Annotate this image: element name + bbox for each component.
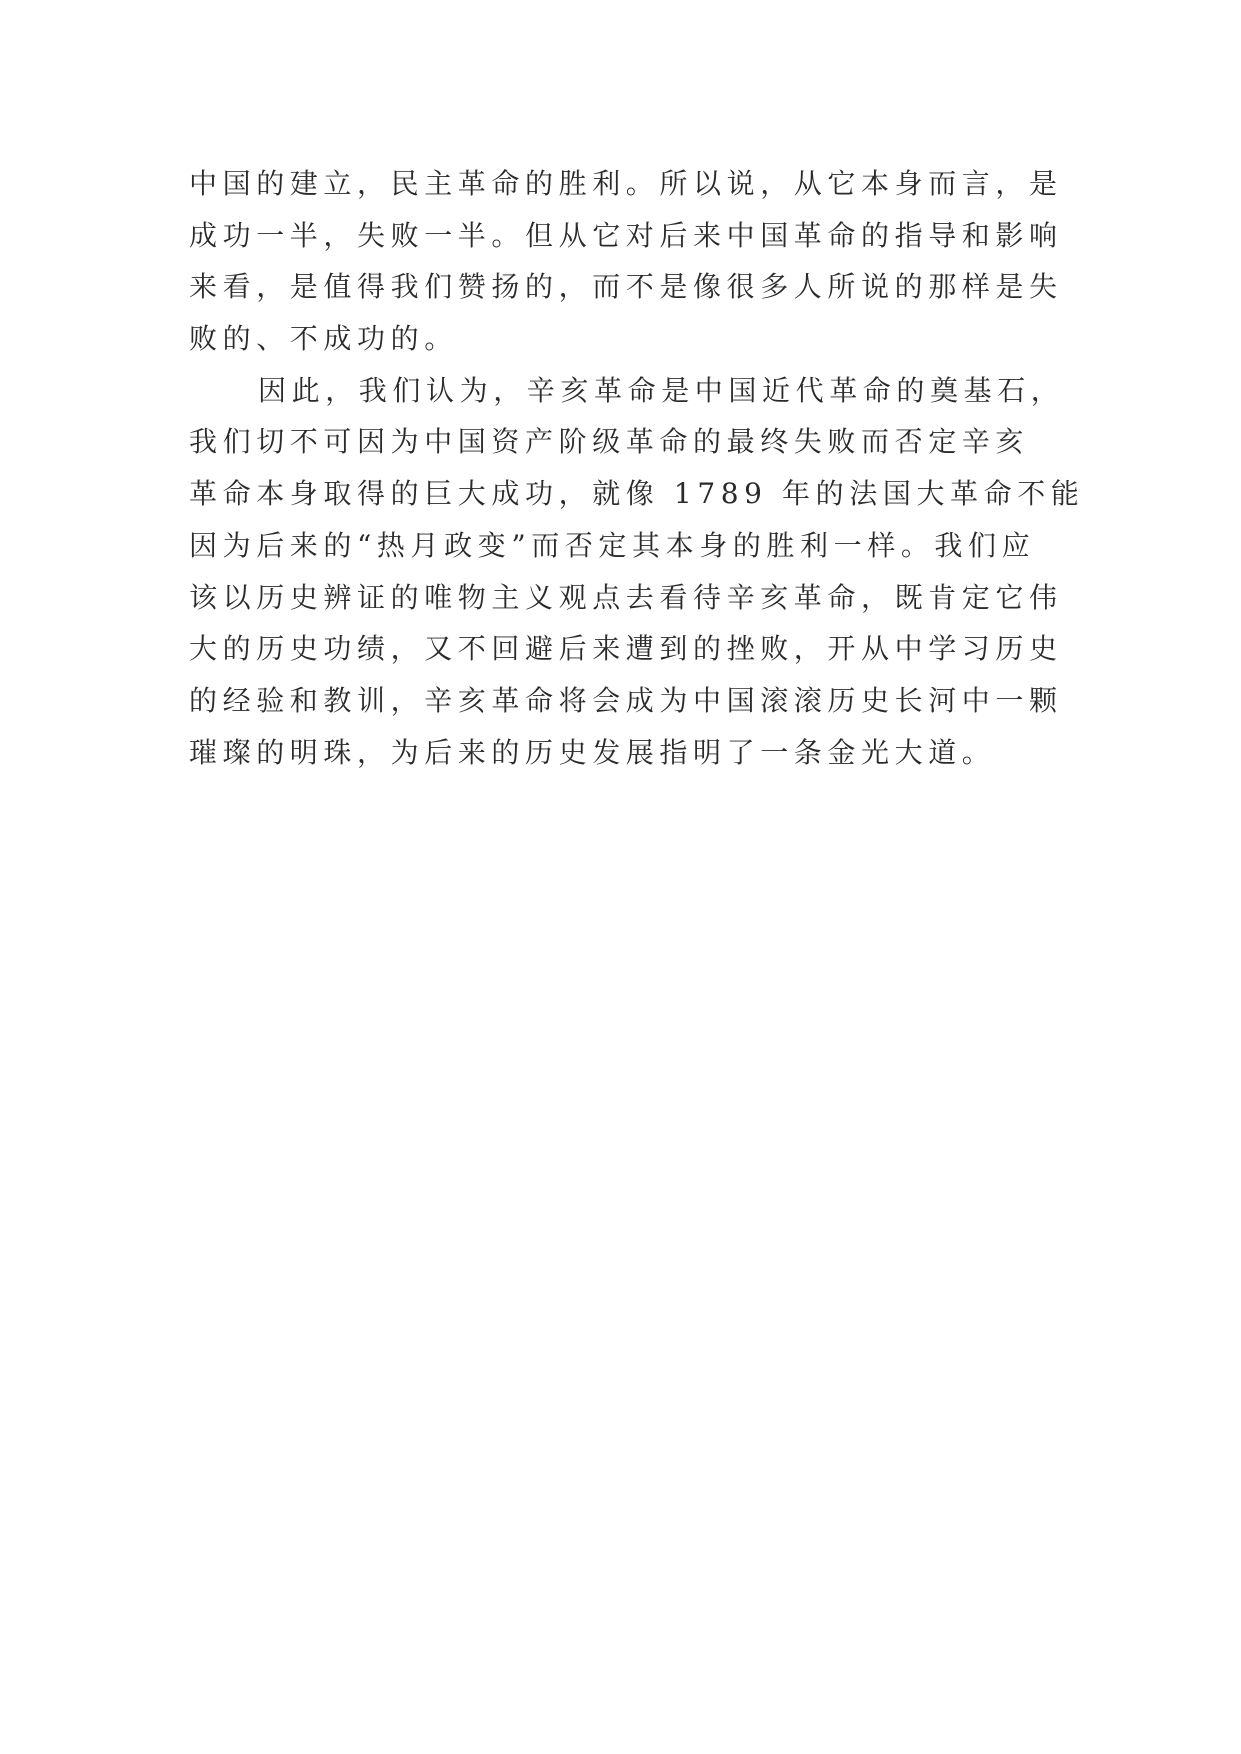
text-line: 该以历史辨证的唯物主义观点去看待辛亥革命，既肯定它伟 (189, 580, 1063, 614)
text-line: 来看，是值得我们赞扬的，而不是像很多人所说的那样是失 (189, 270, 1063, 304)
text-line: 璀璨的明珠，为后来的历史发展指明了一条金光大道。 (189, 735, 996, 769)
body-text (189, 158, 1085, 778)
text-line: 败的、不成功的。 (189, 322, 458, 356)
paragraph-1 (189, 158, 1063, 365)
text-line: 中国的建立，民主革命的胜利。所以说，从它本身而言，是 (189, 167, 1063, 200)
text-line: 革命本身取得的巨大成功，就像 1789 年的法国大革命不能 (189, 477, 1085, 511)
text-line: 我们切不可因为中国资产阶级革命的最终失败而否定辛亥 (189, 425, 1030, 459)
text-line: 因为后来的“热月政变”而否定其本身的胜利一样。我们应 (189, 528, 1036, 562)
text-line: 成功一半，失败一半。但从它对后来中国革命的指导和影响 (189, 218, 1063, 252)
text-line: 的经验和教训，辛亥革命将会成为中国滚滚历史长河中一颗 (189, 683, 1063, 717)
paragraph-2 (189, 365, 1085, 779)
text-line: 因此，我们认为，辛亥革命是中国近代革命的奠基石， (258, 373, 1065, 407)
text-line: 大的历史功绩，又不回避后来遭到的挫败，开从中学习历史 (189, 632, 1063, 666)
